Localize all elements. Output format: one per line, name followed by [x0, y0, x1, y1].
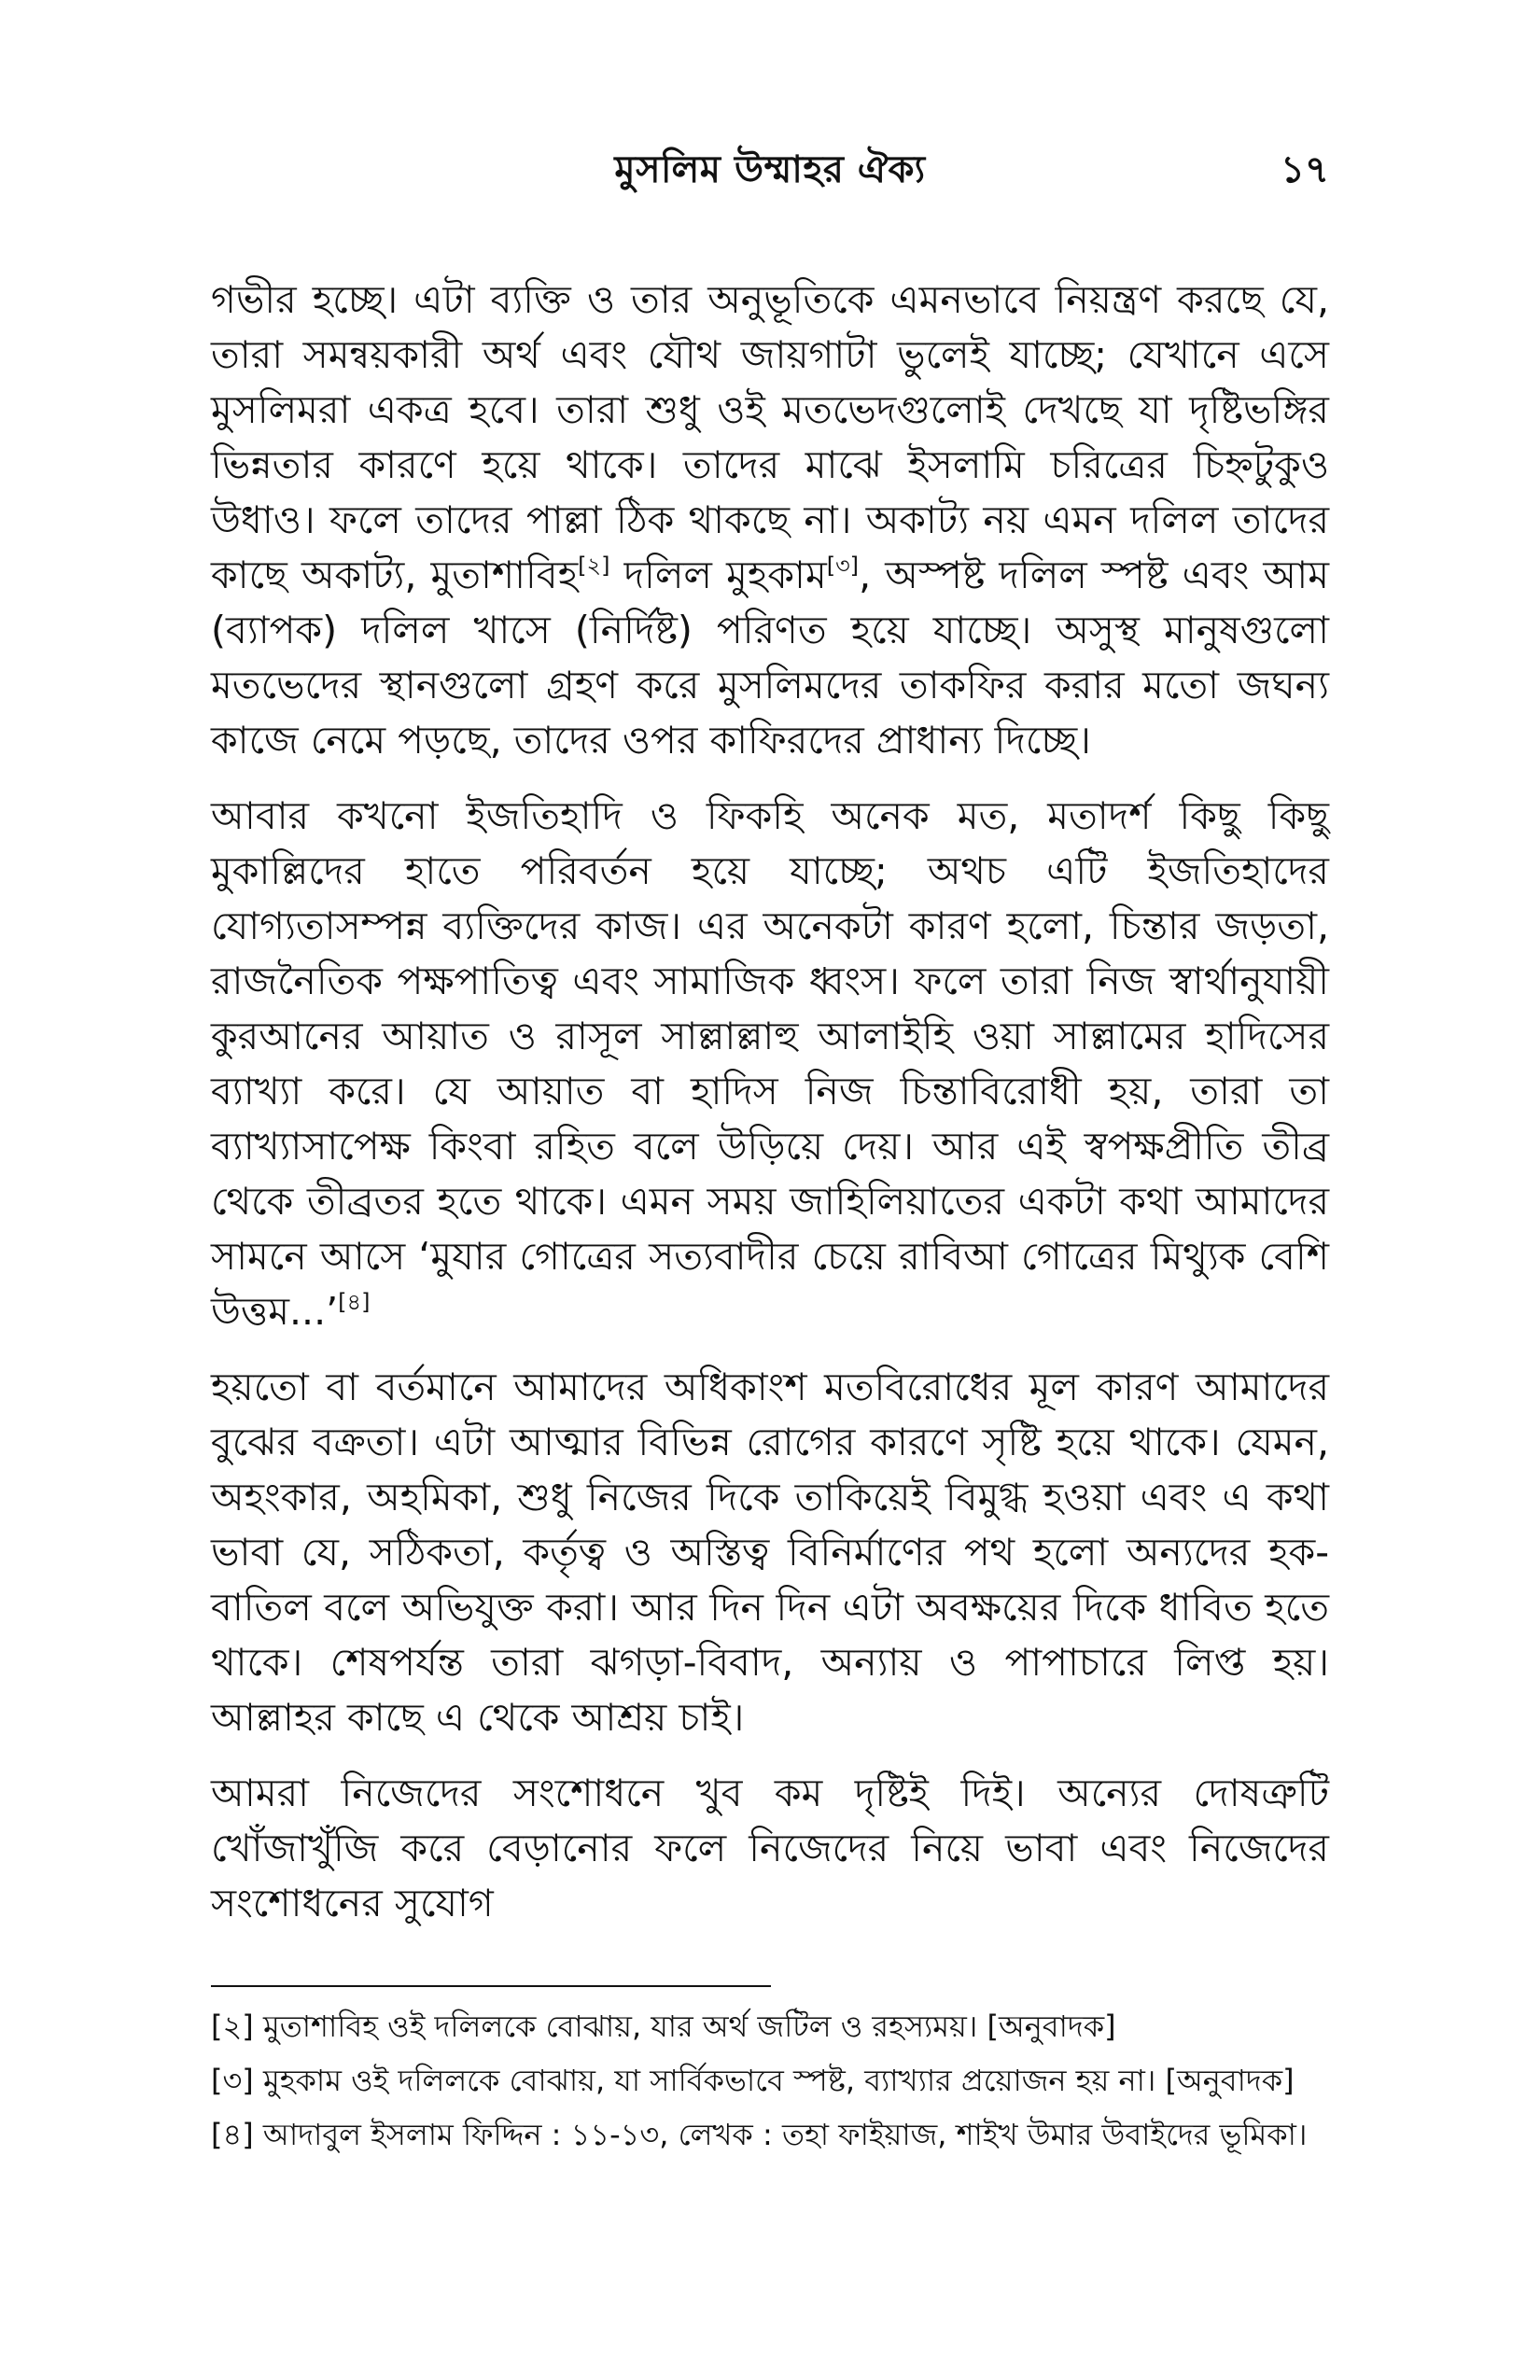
paragraph-2-text: আবার কখনো ইজতিহাদি ও ফিকহি অনেক মত, মতাদর্শ কিছু কিছু মুকাল্লিদের হাতে পরিবর্তন হয়ে যাচ্ছে; অথচ এটি ইজতিহাদের যোগ্যতাসম্পন্ন ব্যক্তিদের কাজ। এর অনেকটা কারণ হলো, চিন্তার জড়তা, রাজনৈতিক পক্ষপাতিত্ব এবং সামাজিক ধ্বংস। ফলে তারা নিজ স্বার্থানুযায়ী কুরআনের আয়াত ও রাসূল সাল্লাল্লাহু আলাইহি ওয়া সাল্লামের হাদিসের ব্যাখ্যা করে। যে আয়াত বা হাদিস নিজ চিন্তাবিরোধী হয়, তারা তা ব্যাখ্যাসাপেক্ষ কিংবা রহিত বলে উড়িয়ে দেয়। আর এই স্বপক্ষপ্রীতি তীব্র থেকে তীব্রতর হতে থাকে। এমন সময় জাহিলিয়াতের একটা কথা আমাদের সামনে আসে ‘মুযার গোত্রের সত্যবাদীর চেয়ে রাবিআ গোত্রের মিথ্যুক বেশি উত্তম...’ [211, 793, 1329, 1334]
paragraph-4 [211, 1766, 1329, 1931]
footnote-ref-3: [৩] [826, 553, 860, 579]
paragraph-4-text: আমরা নিজেদের সংশোধনে খুব কম দৃষ্টিই দিই। অন্যের দোষত্রুটি খোঁজাখুঁজি করে বেড়ানোর ফলে নিজেদের নিয়ে ভাবা এবং নিজেদের সংশোধনের সুযোগ [211, 1771, 1329, 1925]
page-number: ১৭ [1281, 148, 1329, 191]
footnote-ref-4: [৪] [338, 1289, 371, 1315]
footnote-4: [৪] আদাবুল ইসলাম ফিদ্দিন : ১১-১৩, লেখক : তহা ফাইয়াজ, শাইখ উমার উবাইদের ভূমিকা। [211, 2117, 1308, 2152]
footnote-2: [২] মুতাশাবিহ ওই দলিলকে বোঝায়, যার অর্থ জটিল ও রহস্যময়। [অনুবাদক] [211, 2009, 1116, 2044]
footnotes [211, 2004, 1329, 2157]
paragraph-1-text-a: গভীর হচ্ছে। এটা ব্যক্তি ও তার অনুভূতিকে এমনভাবে নিয়ন্ত্রণ করছে যে, তারা সমন্বয়কারী অর্থ এবং যৌথ জায়গাটা ভুলেই যাচ্ছে; যেখানে এসে মুসলিমরা একত্র হবে। তারা শুধু ওই মতভেদগুলোই দেখছে যা দৃষ্টিভঙ্গির ভিন্নতার কারণে হয়ে থাকে। তাদের মাঝে ইসলামি চরিত্রের চিহ্নটুকুও উধাও। ফলে তাদের পাল্লা ঠিক থাকছে না। অকাট্য নয় এমন দলিল তাদের কাছে অকাট্য, মুতাশাবিহ [211, 277, 1329, 597]
paragraph-3-text: হয়তো বা বর্তমানে আমাদের অধিকাংশ মতবিরোধের মূল কারণ আমাদের বুঝের বক্রতা। এটা আত্মার বিভিন্ন রোগের কারণে সৃষ্টি হয়ে থাকে। যেমন, অহংকার, অহমিকা, শুধু নিজের দিকে তাকিয়েই বিমুগ্ধ হওয়া এবং এ কথা ভাবা যে, সঠিকতা, কর্তৃত্ব ও অস্তিত্ব বিনির্মাণের পথ হলো অন্যদের হক-বাতিল বলে অভিযুক্ত করা। আর দিন দিন এটা অবক্ষয়ের দিকে ধাবিত হতে থাকে। শেষপর্যন্ত তারা ঝগড়া-বিবাদ, অন্যায় ও পাপাচারে লিপ্ত হয়। আল্লাহর কাছে এ থেকে আশ্রয় চাই। [211, 1365, 1329, 1740]
body-text [211, 273, 1329, 1931]
paragraph-1 [211, 273, 1329, 768]
paragraph-2 [211, 789, 1329, 1339]
book-page [211, 140, 1329, 2166]
paragraph-1-text-c: , অস্পষ্ট দলিল স্পষ্ট এবং আম (ব্যাপক) দলিল খাসে (নির্দিষ্ট) পরিণত হয়ে যাচ্ছে। অসুস্থ মানুষগুলো মতভেদের স্থানগুলো গ্রহণ করে মুসলিমদের তাকফির করার মতো জঘন্য কাজে নেমে পড়ছে, তাদের ওপর কাফিরদের প্রাধান্য দিচ্ছে। [211, 553, 1329, 763]
paragraph-3 [211, 1360, 1329, 1745]
page-header [211, 140, 1329, 205]
paragraph-1-text-b: দলিল মুহকাম [609, 553, 827, 597]
footnote-3: [৩] মুহকাম ওই দলিলকে বোঝায়, যা সার্বিকভাবে স্পষ্ট, ব্যাখ্যার প্রয়োজন হয় না। [অনুবাদক] [211, 2063, 1295, 2098]
running-title: মুসলিম উম্মাহর ঐক্য [614, 148, 926, 191]
footnote-ref-2: [২] [578, 553, 610, 579]
footnote-divider [211, 1985, 771, 1987]
